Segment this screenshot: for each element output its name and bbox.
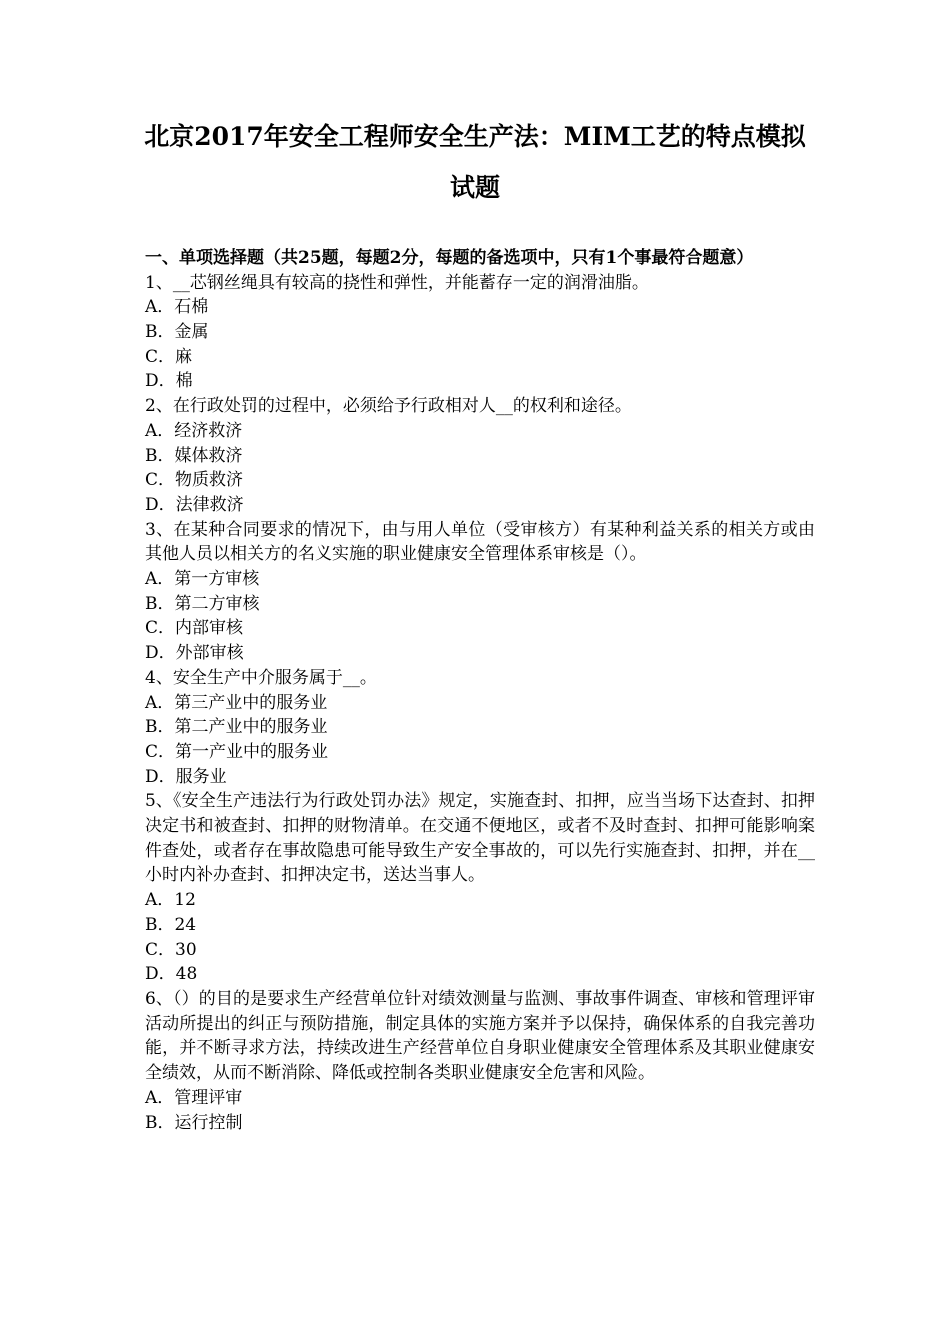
document-title-line-1: 北京2017年安全工程师安全生产法：MIM工艺的特点模拟 — [144, 122, 806, 151]
question-6-text: 6、（）的目的是要求生产经营单位针对绩效测量与监测、事故事件调查、审核和管理评审活动所提出的纠正与预防措施，制定具体的实施方案并予以保持，确保体系的自我完善功能，并不断寻求方法，持续改进生产经营单位自身职业健康安全管理体系及其职业健康安全绩效，从而不断消除、降低或控制各类职业健康安全危害和风险。 — [145, 988, 815, 1084]
question-2-option-b: B．媒体救济 — [145, 445, 243, 466]
question-3-text: 3、在某种合同要求的情况下，由与用人单位（受审核方）有某种利益关系的相关方或由其他人员以相关方的名义实施的职业健康安全管理体系审核是（）。 — [145, 519, 815, 565]
question-4-text: 4、安全生产中介服务属于__。 — [145, 667, 377, 688]
question-3-option-b: B．第二方审核 — [145, 593, 260, 614]
question-2-text: 2、在行政处罚的过程中，必须给予行政相对人__的权利和途径。 — [145, 396, 632, 417]
question-4-option-d: D．服务业 — [145, 766, 227, 787]
question-5-option-a: A．12 — [145, 890, 196, 911]
document-title-line-2: 试题 — [449, 173, 500, 202]
question-3-option-d: D．外部审核 — [145, 643, 244, 664]
question-2-option-a: A．经济救济 — [145, 420, 243, 441]
question-4-option-c: C．第一产业中的服务业 — [145, 741, 329, 762]
document-body — [145, 246, 815, 1135]
section-heading: 一、单项选择题（共25题，每题2分，每题的备选项中，只有1个事最符合题意） — [145, 248, 754, 268]
question-1-text: 1、__芯钢丝绳具有较高的挠性和弹性，并能蓄存一定的润滑油脂。 — [145, 272, 649, 293]
question-2-option-c: C．物质救济 — [145, 470, 244, 491]
question-3-option-c: C．内部审核 — [145, 618, 244, 639]
question-5-text: 5、《安全生产违法行为行政处罚办法》规定，实施查封、扣押，应当当场下达查封、扣押决定书和被查封、扣押的财物清单。在交通不便地区，或者不及时查封、扣押可能影响案件查处，或者存在事故隐患可能导致生产安全事故的，可以先行实施查封、扣押，并在__小时内补办查封、扣押决定书，送达当事人。 — [145, 791, 815, 886]
question-5-option-b: B．24 — [145, 914, 197, 935]
question-1-option-b: B．金属 — [145, 322, 209, 342]
question-1-option-c: C．麻 — [145, 346, 193, 367]
question-3-option-a: A．第一方审核 — [145, 569, 260, 590]
question-6-option-b: B．运行控制 — [145, 1112, 243, 1133]
question-4-option-a: A．第三产业中的服务业 — [145, 692, 328, 713]
question-5-option-d: D．48 — [145, 964, 198, 985]
question-1-option-a: A．石棉 — [145, 297, 209, 318]
question-4-option-b: B．第二产业中的服务业 — [145, 717, 328, 738]
question-2-option-d: D．法律救济 — [145, 494, 244, 515]
question-6-option-a: A．管理评审 — [145, 1087, 243, 1108]
question-1-option-d: D．棉 — [145, 371, 193, 392]
question-5-option-c: C．30 — [145, 939, 197, 960]
